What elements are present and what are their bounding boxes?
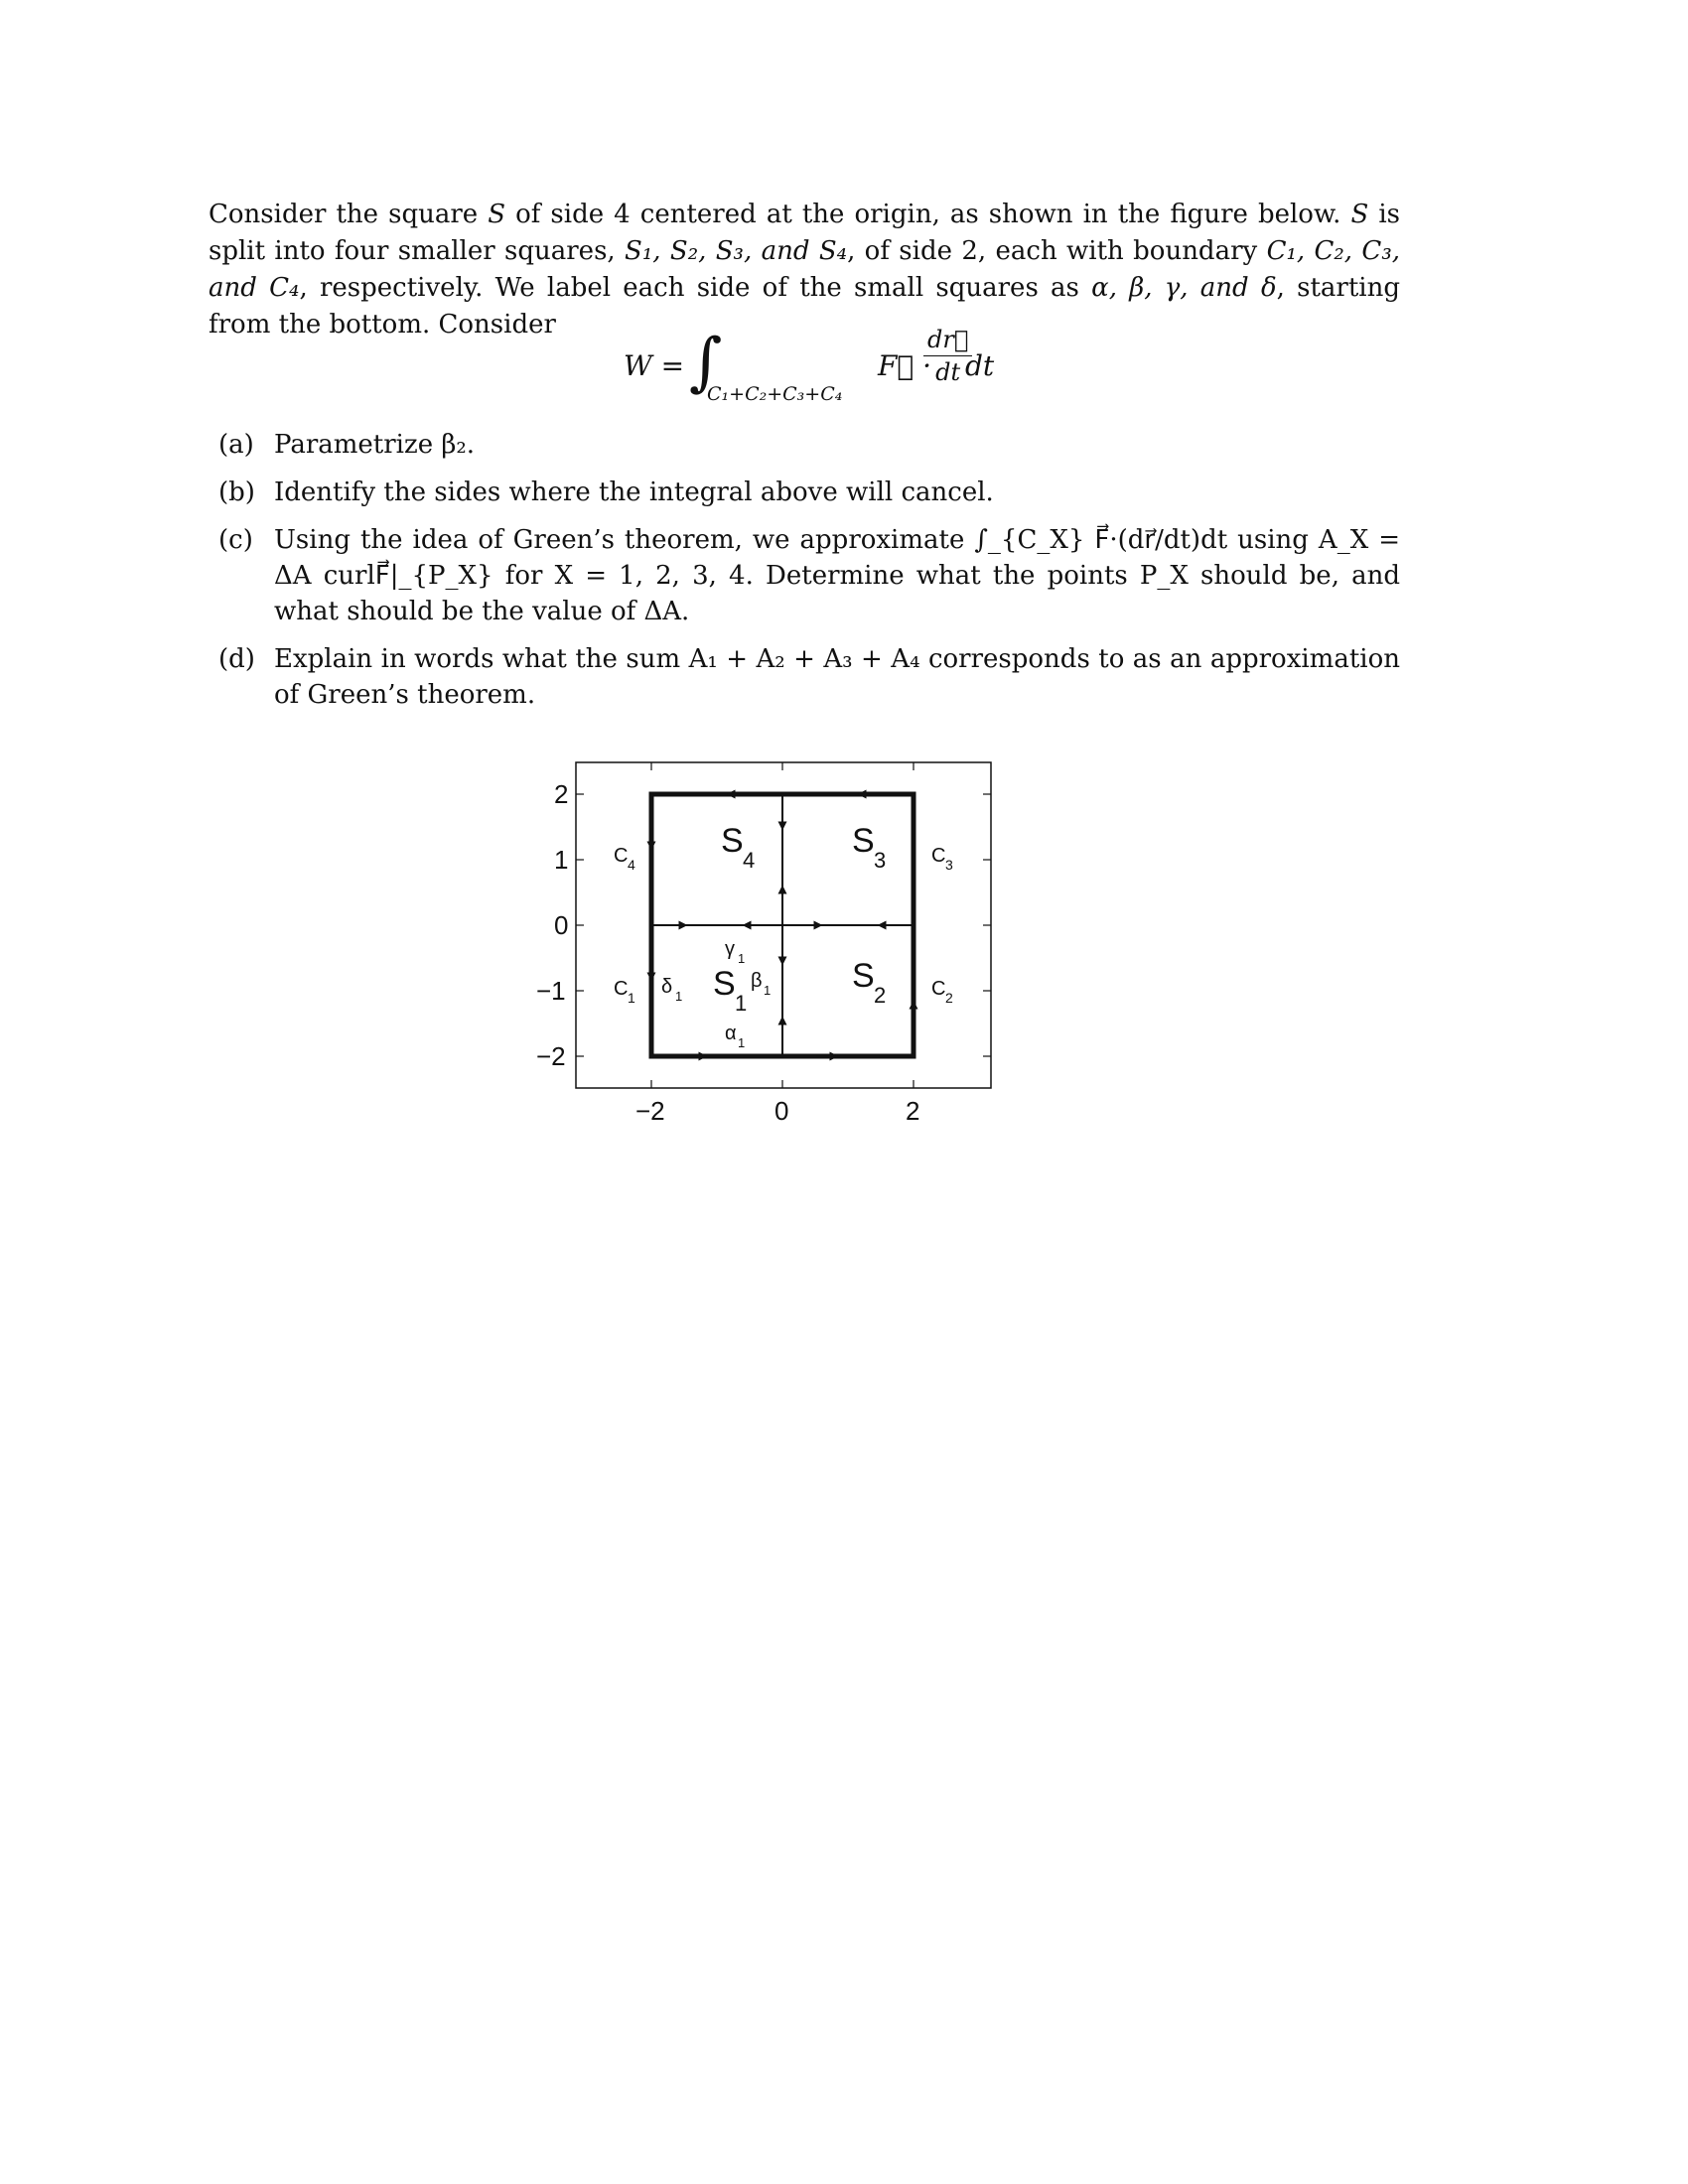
- figure-svg: [516, 745, 1033, 1142]
- y-tick-label: −2: [536, 1041, 566, 1071]
- square-label-s3: S: [852, 822, 875, 860]
- problem-parts: [218, 427, 1400, 725]
- side-sub: 1: [738, 951, 746, 966]
- curve-label-c2: C: [931, 978, 946, 1000]
- part-text: Explain in words what the sum A₁ + A₂ + A₃ + A₄ corresponds to as an approximation of Green’s theorem.: [274, 644, 1400, 710]
- curve-sub: 2: [945, 990, 953, 1006]
- square-sub: 1: [735, 991, 748, 1016]
- part-text: Parametrize β₂.: [274, 430, 476, 460]
- problem-intro: Consider the square S of side 4 centered at the origin, as shown in the figure below. S is split into four smaller squares, S₁, S₂, S₃, and S₄, of side 2, each with boundary C₁, C₂, C₃, and C₄, respectively. We label each side of the small squares as α, β, γ, and δ, starting from the bottom. Consider: [209, 200, 1401, 340]
- side-label-beta: β: [751, 970, 763, 992]
- y-tick-label: 2: [554, 779, 569, 809]
- part-d: [218, 641, 1400, 713]
- fraction-numerator: dr⃗: [923, 326, 972, 356]
- part-text: Identify the sides where the integral above will cancel.: [274, 478, 994, 507]
- fraction-denominator: dt: [935, 358, 961, 386]
- curve-sub: 4: [628, 857, 635, 873]
- curve-label-c4: C: [614, 845, 629, 867]
- x-tick-label: −2: [635, 1096, 665, 1126]
- part-c: [218, 522, 1400, 629]
- integral-sign: ∫: [689, 326, 723, 399]
- side-label-gamma: γ: [725, 938, 735, 960]
- x-tick-label: 0: [774, 1096, 789, 1126]
- curve-sub: 3: [945, 857, 953, 873]
- side-sub: 1: [675, 989, 683, 1004]
- field-vector: F⃗ ·: [878, 349, 932, 382]
- part-label: (c): [218, 525, 253, 555]
- square-label-s1: S: [713, 965, 736, 1003]
- part-label: (b): [218, 478, 255, 507]
- part-label: (a): [218, 430, 254, 460]
- square-sub: 4: [743, 848, 756, 873]
- square-figure: [516, 745, 1033, 1146]
- side-sub: 1: [764, 983, 772, 998]
- y-tick-label: −1: [536, 976, 566, 1006]
- part-a: [218, 427, 1400, 463]
- part-text: Using the idea of Green’s theorem, we approximate ∫_{C_X} F⃗·(dr⃗/dt)dt using A_X = ΔA curlF⃗|_{P_X} for X = 1, 2, 3, 4. Determine what the points P_X should be, and what should be the value of ΔA.: [274, 525, 1400, 626]
- equation-lhs: W =: [624, 349, 685, 382]
- integral-limits: C₁+C₂+C₃+C₄: [707, 383, 843, 405]
- x-tick-label: 2: [906, 1096, 920, 1126]
- y-tick-label: 1: [554, 845, 569, 875]
- equation-tail: dt: [965, 349, 995, 382]
- square-sub: 2: [874, 983, 887, 1008]
- y-tick-label: 0: [554, 910, 569, 940]
- side-sub: 1: [738, 1035, 746, 1050]
- square-sub: 3: [874, 848, 887, 873]
- side-label-delta: δ: [661, 976, 673, 998]
- curve-sub: 1: [628, 990, 635, 1006]
- part-b: [218, 475, 1400, 510]
- curve-label-c1: C: [614, 978, 629, 1000]
- work-integral-equation: [616, 326, 1013, 415]
- square-label-s2: S: [852, 957, 875, 995]
- part-label: (d): [218, 644, 255, 674]
- side-label-alpha: α: [725, 1023, 737, 1044]
- square-label-s4: S: [721, 822, 744, 860]
- curve-label-c3: C: [931, 845, 946, 867]
